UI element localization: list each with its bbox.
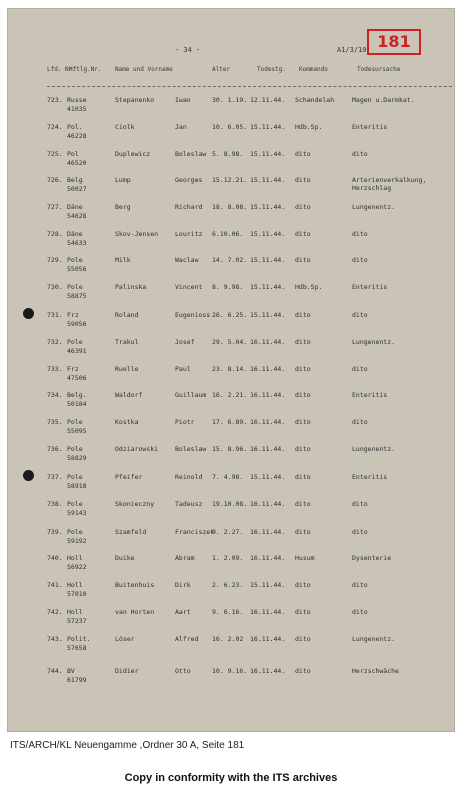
cell-haeftling-nr: 59143	[67, 509, 87, 517]
cell-kommando: dito	[295, 418, 311, 426]
table-row	[7, 338, 455, 368]
cell-kommando: dito	[295, 667, 311, 675]
cell-cause: Magen u.Darmkat.	[352, 96, 415, 104]
cell-nr: 734.	[47, 391, 63, 399]
cell-name: Löser	[115, 635, 135, 643]
cell-deathdate: 15.11.44.	[250, 256, 286, 264]
cell-nationality: Pole	[67, 445, 83, 453]
cell-kommando: Hdb.Sp.	[295, 283, 323, 291]
cell-haeftling-nr: 54628	[67, 212, 87, 220]
cell-cause: Lungenentz.	[352, 338, 396, 346]
table-row	[7, 176, 455, 206]
cell-nationality: Pol.	[67, 123, 83, 131]
cell-vorname: Georges	[175, 176, 203, 184]
punch-hole-top	[23, 308, 34, 319]
cell-name: Berg	[115, 203, 131, 211]
table-row	[7, 256, 455, 286]
header-todesursache: Todesursache	[357, 66, 401, 73]
header-divider	[47, 86, 452, 88]
cell-name: Stepanenko	[115, 96, 155, 104]
cell-nr: 737.	[47, 473, 63, 481]
cell-kommando: dito	[295, 203, 311, 211]
cell-kommando: dito	[295, 256, 311, 264]
cell-nationality: Pole	[67, 500, 83, 508]
cell-cause: Lungenentz.	[352, 445, 396, 453]
cell-deathdate: 16.11.44.	[250, 418, 286, 426]
cell-name: Skonieczny	[115, 500, 155, 508]
cell-cause: Arterienverkalkung, Herzschlag	[352, 176, 427, 192]
cell-deathdate: 16.11.44.	[250, 445, 286, 453]
cell-vorname: Tadeusz	[175, 500, 203, 508]
cell-kommando: dito	[295, 365, 311, 373]
cell-haeftling-nr: 57010	[67, 590, 87, 598]
cell-vorname: Abram	[175, 554, 195, 562]
cell-nr: 735.	[47, 418, 63, 426]
cell-birthdate: 10. 6.05.	[212, 123, 248, 131]
cell-vorname: Alfred	[175, 635, 199, 643]
table-row	[7, 123, 455, 153]
cell-birthdate: 9. 2.27.	[212, 528, 244, 536]
table-row	[7, 96, 455, 126]
cell-vorname: Aart	[175, 608, 191, 616]
cell-nationality: Pole	[67, 473, 83, 481]
page-folio: - 34 -	[175, 46, 201, 54]
cell-name: Duplewicz	[115, 150, 151, 158]
table-row	[7, 391, 455, 421]
header-alter: Alter	[212, 66, 231, 73]
cell-haeftling-nr: 46228	[67, 132, 87, 140]
cell-cause: Lungenentz.	[352, 635, 396, 643]
cell-vorname: Richard	[175, 203, 203, 211]
cell-name: Buitenhuis	[115, 581, 155, 589]
table-row	[7, 283, 455, 313]
cell-cause: Herzschwäche	[352, 667, 399, 675]
cell-nationality: Holl	[67, 608, 83, 616]
cell-cause: Enteritis	[352, 391, 388, 399]
header-todestag: Todestg.	[257, 66, 286, 73]
cell-name: Kostka	[115, 418, 139, 426]
cell-kommando: dito	[295, 338, 311, 346]
cell-deathdate: 16.11.44.	[250, 528, 286, 536]
cell-haeftling-nr: 46520	[67, 159, 87, 167]
cell-deathdate: 16.11.44.	[250, 608, 286, 616]
cell-nationality: Belg	[67, 176, 83, 184]
cell-vorname: Jan	[175, 123, 187, 131]
cell-nr: 731.	[47, 311, 63, 319]
cell-kommando: dito	[295, 608, 311, 616]
cell-vorname: Vincent	[175, 283, 203, 291]
cell-kommando: dito	[295, 150, 311, 158]
cell-birthdate: 16. 2.21.	[212, 391, 248, 399]
cell-haeftling-nr: 61799	[67, 676, 87, 684]
archive-reference: A1/3/10	[337, 46, 367, 54]
cell-nationality: Russe	[67, 96, 87, 104]
cell-haeftling-nr: 50027	[67, 185, 87, 193]
cell-nr: 727.	[47, 203, 63, 211]
cell-name: Trakul	[115, 338, 139, 346]
cell-deathdate: 15.11.44.	[250, 176, 286, 184]
cell-cause: dito	[352, 608, 368, 616]
cell-nationality: Frz	[67, 311, 79, 319]
table-row	[7, 445, 455, 475]
cell-birthdate: 9. 6.16.	[212, 608, 244, 616]
cell-deathdate: 15.11.44.	[250, 473, 286, 481]
cell-kommando: dito	[295, 391, 311, 399]
cell-birthdate: 15.12.21.	[212, 176, 248, 184]
cell-haeftling-nr: 55095	[67, 427, 87, 435]
cell-nationality: Pole	[67, 528, 83, 536]
cell-name: van Horten	[115, 608, 155, 616]
cell-birthdate: 15. 8.96.	[212, 445, 248, 453]
cell-nationality: Holl	[67, 581, 83, 589]
cell-haeftling-nr: 54633	[67, 239, 87, 247]
cell-nr: 744.	[47, 667, 63, 675]
conformity-note: Copy in conformity with the ITS archives	[124, 772, 338, 784]
cell-birthdate: 18. 8.08.	[212, 203, 248, 211]
cell-nr: 728.	[47, 230, 63, 238]
cell-kommando: Hdb.Sp.	[295, 123, 323, 131]
cell-kommando: dito	[295, 230, 311, 238]
cell-birthdate: 8. 9.98.	[212, 283, 244, 291]
cell-name: Waldorf	[115, 391, 143, 399]
cell-haeftling-nr: 58918	[67, 482, 87, 490]
cell-vorname: Reinold	[175, 473, 203, 481]
cell-birthdate: 7. 4.98.	[212, 473, 244, 481]
cell-kommando: dito	[295, 311, 311, 319]
cell-nr: 739.	[47, 528, 63, 536]
cell-deathdate: 16.11.44.	[250, 635, 286, 643]
cell-cause: dito	[352, 528, 368, 536]
cell-deathdate: 15.11.44.	[250, 150, 286, 158]
cell-nr: 730.	[47, 283, 63, 291]
cell-name: Roland	[115, 311, 139, 319]
cell-vorname: Iwan	[175, 96, 191, 104]
cell-cause: dito	[352, 311, 368, 319]
cell-deathdate: 15.11.44.	[250, 203, 286, 211]
cell-name: Odziarowski	[115, 445, 159, 453]
cell-nr: 738.	[47, 500, 63, 508]
cell-birthdate: 17. 6.89.	[212, 418, 248, 426]
cell-birthdate: 1. 2.09.	[212, 554, 244, 562]
cell-birthdate: 19.10.08.	[212, 500, 248, 508]
cell-deathdate: 15.11.44.	[250, 123, 286, 131]
cell-birthdate: 30. 1.19.	[212, 96, 248, 104]
cell-deathdate: 12.11.44.	[250, 96, 286, 104]
cell-haeftling-nr: 56922	[67, 563, 87, 571]
cell-vorname: Otto	[175, 667, 191, 675]
cell-nationality: Pol	[67, 150, 79, 158]
cell-name: Ciolk	[115, 123, 135, 131]
cell-vorname: Dirk	[175, 581, 191, 589]
header-kommando: Kommando	[299, 66, 328, 73]
cell-birthdate: 14. 7.02.	[212, 256, 248, 264]
cell-nationality: Pole	[67, 283, 83, 291]
cell-kommando: dito	[295, 528, 311, 536]
table-row	[7, 667, 455, 697]
cell-nr: 725.	[47, 150, 63, 158]
cell-vorname: Boleslaw	[175, 445, 207, 453]
cell-name: Palinska	[115, 283, 147, 291]
table-row	[7, 311, 455, 341]
cell-nationality: Pole	[67, 256, 83, 264]
cell-birthdate: 2. 6.23.	[212, 581, 244, 589]
cell-haeftling-nr: 58829	[67, 454, 87, 462]
punch-hole-bottom	[23, 470, 34, 481]
cell-deathdate: 16.11.44.	[250, 365, 286, 373]
cell-name: Duike	[115, 554, 135, 562]
cell-vorname: Franciszek	[175, 528, 215, 536]
cell-deathdate: 16.11.44.	[250, 391, 286, 399]
header-haeftling-nr: Hftlg.Nr.	[69, 66, 102, 73]
cell-nationality: Däne	[67, 230, 83, 238]
cell-nr: 724.	[47, 123, 63, 131]
cell-haeftling-nr: 58875	[67, 292, 87, 300]
cell-name: Szamfeld	[115, 528, 147, 536]
cell-vorname: Eugenioss	[175, 311, 211, 319]
cell-cause: dito	[352, 581, 368, 589]
cell-haeftling-nr: 59192	[67, 537, 87, 545]
cell-vorname: Louritz	[175, 230, 203, 238]
cell-nationality: Däne	[67, 203, 83, 211]
table-row	[7, 203, 455, 233]
table-row	[7, 581, 455, 611]
cell-kommando: dito	[295, 445, 311, 453]
cell-nationality: BV	[67, 667, 75, 675]
cell-cause: dito	[352, 150, 368, 158]
cell-vorname: Josef	[175, 338, 195, 346]
table-row	[7, 608, 455, 638]
table-row	[7, 473, 455, 503]
cell-cause: Lungenentz.	[352, 203, 396, 211]
cell-haeftling-nr: 59056	[67, 320, 87, 328]
cell-nationality: Holl	[67, 554, 83, 562]
cell-nationality: Frz	[67, 365, 79, 373]
cell-nr: 729.	[47, 256, 63, 264]
page-number-stamp: 181	[367, 29, 421, 55]
cell-cause: dito	[352, 365, 368, 373]
table-row	[7, 500, 455, 530]
cell-cause: dito	[352, 500, 368, 508]
cell-birthdate: 6.10.06.	[212, 230, 244, 238]
cell-haeftling-nr: 46391	[67, 347, 87, 355]
header-nr: Lfd. Nr.	[47, 66, 76, 73]
cell-name: Skov-Jensen	[115, 230, 159, 238]
cell-nr: 732.	[47, 338, 63, 346]
table-row	[7, 418, 455, 448]
cell-haeftling-nr: 57658	[67, 644, 87, 652]
header-name: Name und Vorname	[115, 66, 173, 73]
cell-cause: Enteritis	[352, 123, 388, 131]
cell-nr: 726.	[47, 176, 63, 184]
cell-vorname: Boleslaw	[175, 150, 207, 158]
cell-haeftling-nr: 57237	[67, 617, 87, 625]
cell-haeftling-nr: 41035	[67, 105, 87, 113]
cell-nr: 733.	[47, 365, 63, 373]
cell-kommando: dito	[295, 581, 311, 589]
cell-nr: 743.	[47, 635, 63, 643]
cell-deathdate: 16.11.44.	[250, 554, 286, 562]
cell-haeftling-nr: 55056	[67, 265, 87, 273]
table-row	[7, 554, 455, 584]
cell-kommando: Schandelah	[295, 96, 335, 104]
cell-nr: 736.	[47, 445, 63, 453]
cell-cause: Enteritis	[352, 473, 388, 481]
cell-vorname: Waclaw	[175, 256, 199, 264]
cell-birthdate: 23. 8.14.	[212, 365, 248, 373]
cell-cause: dito	[352, 418, 368, 426]
cell-nr: 740.	[47, 554, 63, 562]
cell-nationality: Pole	[67, 418, 83, 426]
cell-deathdate: 15.11.44.	[250, 581, 286, 589]
cell-haeftling-nr: 50184	[67, 400, 87, 408]
cell-name: Ruelle	[115, 365, 139, 373]
cell-birthdate: 5. 8.98.	[212, 150, 244, 158]
cell-nationality: Pole	[67, 338, 83, 346]
cell-deathdate: 16.11.44.	[250, 500, 286, 508]
cell-vorname: Guillaum	[175, 391, 207, 399]
cell-nr: 741.	[47, 581, 63, 589]
cell-nationality: Belg.	[67, 391, 87, 399]
cell-kommando: Husum	[295, 554, 315, 562]
cell-kommando: dito	[295, 500, 311, 508]
cell-cause: Enteritis	[352, 283, 388, 291]
cell-deathdate: 15.11.44.	[250, 230, 286, 238]
cell-name: Didier	[115, 667, 139, 675]
cell-nr: 742.	[47, 608, 63, 616]
cell-deathdate: 16.11.44.	[250, 338, 286, 346]
document-page	[7, 8, 455, 732]
cell-deathdate: 16.11.44.	[250, 667, 286, 675]
cell-vorname: Paul	[175, 365, 191, 373]
cell-nationality: Polit.	[67, 635, 91, 643]
cell-birthdate: 26. 6.25.	[212, 311, 248, 319]
cell-cause: Dysenterie	[352, 554, 392, 562]
cell-nr: 723.	[47, 96, 63, 104]
cell-cause: dito	[352, 256, 368, 264]
cell-deathdate: 15.11.44.	[250, 283, 286, 291]
cell-name: Milk	[115, 256, 131, 264]
cell-cause: dito	[352, 230, 368, 238]
cell-deathdate: 15.11.44.	[250, 311, 286, 319]
cell-kommando: dito	[295, 473, 311, 481]
cell-haeftling-nr: 47506	[67, 374, 87, 382]
cell-birthdate: 16. 2.02	[212, 635, 244, 643]
cell-name: Lump	[115, 176, 131, 184]
cell-birthdate: 10. 9.16.	[212, 667, 248, 675]
cell-vorname: Piotr	[175, 418, 195, 426]
cell-birthdate: 29. 5.04.	[212, 338, 248, 346]
cell-name: Pfeifer	[115, 473, 143, 481]
cell-kommando: dito	[295, 176, 311, 184]
cell-kommando: dito	[295, 635, 311, 643]
source-citation: ITS/ARCH/KL Neuengamme ,Ordner 30 A, Seite 181	[10, 740, 245, 751]
table-row	[7, 635, 455, 665]
